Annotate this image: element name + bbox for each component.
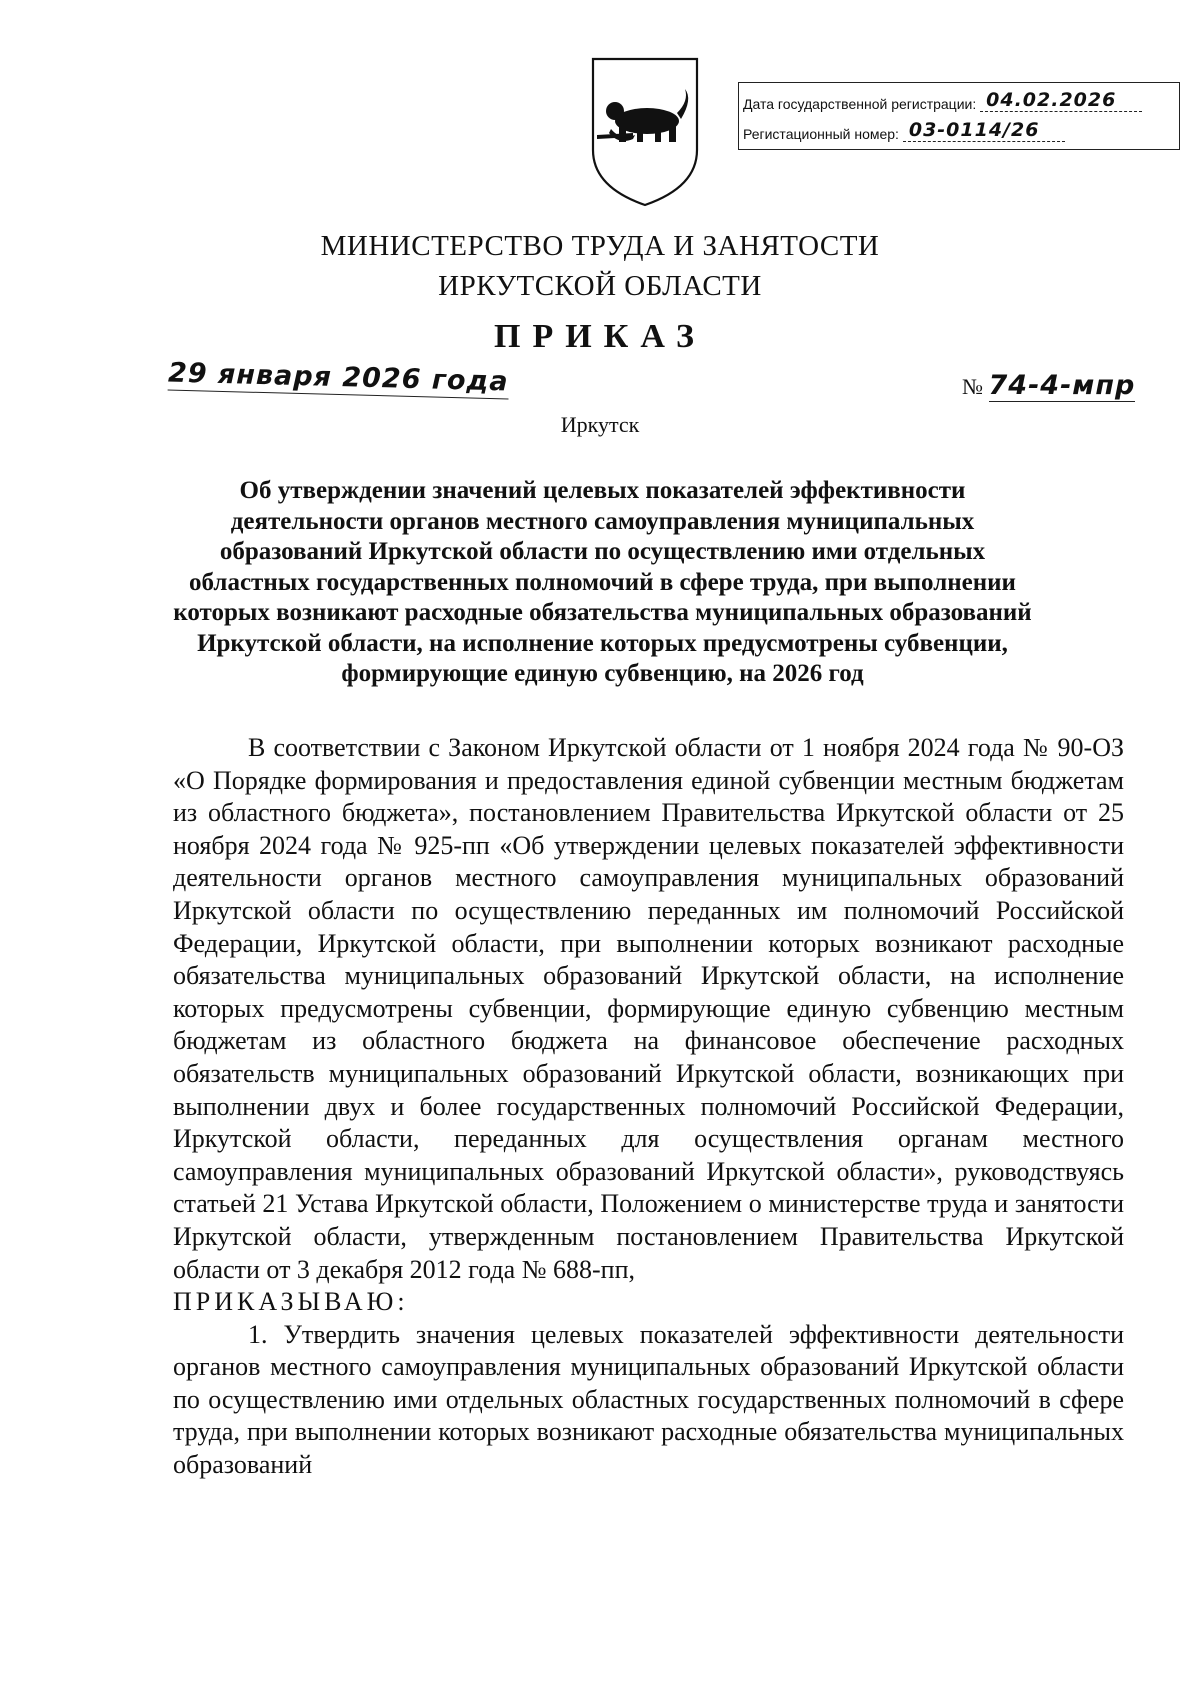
- document-body: [173, 732, 1124, 1482]
- order-number-value: 74-4-мпр: [988, 370, 1136, 401]
- document-title: Об утверждении значений целевых показателей эффективности деятельности органов местного самоуправления муниципальных образований Иркутской области по осуществлению ими отдельных областных государственных полномочий в сфере труда, при выполнении которых возникают расходные обязательства муниципальных образований Иркутской области, на исполнение которых предусмотрены субвенции, формирующие единую субвенцию, на 2026 год: [173, 477, 1032, 687]
- order-item-1: 1. Утвердить значения целевых показателей эффективности деятельности органов местного самоуправления муниципальных образований Иркутской области по осуществлению ими отдельных областных государственных полномочий в сфере труда, при выполнении которых возникают расходные обязательства муниципальных образований: [173, 1319, 1124, 1480]
- registration-number-row: [743, 119, 1065, 142]
- registration-date-value: 04.02.2026: [980, 89, 1142, 112]
- document-type: ПРИКАЗ: [494, 318, 706, 355]
- registration-date-label: Дата государственной регистрации:: [743, 96, 977, 112]
- order-date-value: 29 января 2026 года: [167, 357, 509, 398]
- order-word: ПРИКАЗЫВАЮ:: [173, 1287, 409, 1317]
- preamble-paragraph: В соответствии с Законом Иркутской области от 1 ноября 2024 года № 90-ОЗ «О Порядке формирования и предоставления единой субвенции местным бюджетам из областного бюджета», постановлением Правительства Иркутской области от 25 ноября 2024 года № 925-пп «Об утверждении целевых показателей эффективности деятельности органов местного самоуправления муниципальных образований Иркутской области по осуществлению переданных им полномочий Российской Федерации, Иркутской области, при выполнении которых возникают расходные обязательства муниципальных образований Иркутской области, на исполнение которых предусмотрены субвенции, формирующие единую субвенцию местным бюджетам из областного бюджета на финансовое обеспечение расходных обязательств муниципальных образований Иркутской области, возникающих при выполнении двух и более государственных полномочий Российской Федерации, Иркутской области, переданных для осуществления органам местного самоуправления муниципальных образований Иркутской области», руководствуясь статьей 21 Устава Иркутской области, Положением о министерстве труда и занятости Иркутской области, утвержденным постановлением Правительства Иркутской области от 3 декабря 2012 года № 688-пп,: [173, 733, 1124, 1284]
- order-number: [962, 370, 1135, 401]
- registration-box: [738, 82, 1180, 150]
- ministry-name-line1: МИНИСТЕРСТВО ТРУДА И ЗАНЯТОСТИ: [320, 230, 880, 262]
- ministry-name-line2: ИРКУТСКОЙ ОБЛАСТИ: [438, 270, 762, 302]
- registration-number-label: Регистационный номер:: [743, 126, 899, 142]
- order-number-prefix: №: [962, 374, 983, 399]
- order-date: [168, 358, 509, 398]
- registration-date-row: [743, 89, 1142, 112]
- registration-number-value: 03-0114/26: [903, 119, 1065, 142]
- city: Иркутск: [560, 412, 640, 437]
- coat-of-arms: [585, 55, 705, 210]
